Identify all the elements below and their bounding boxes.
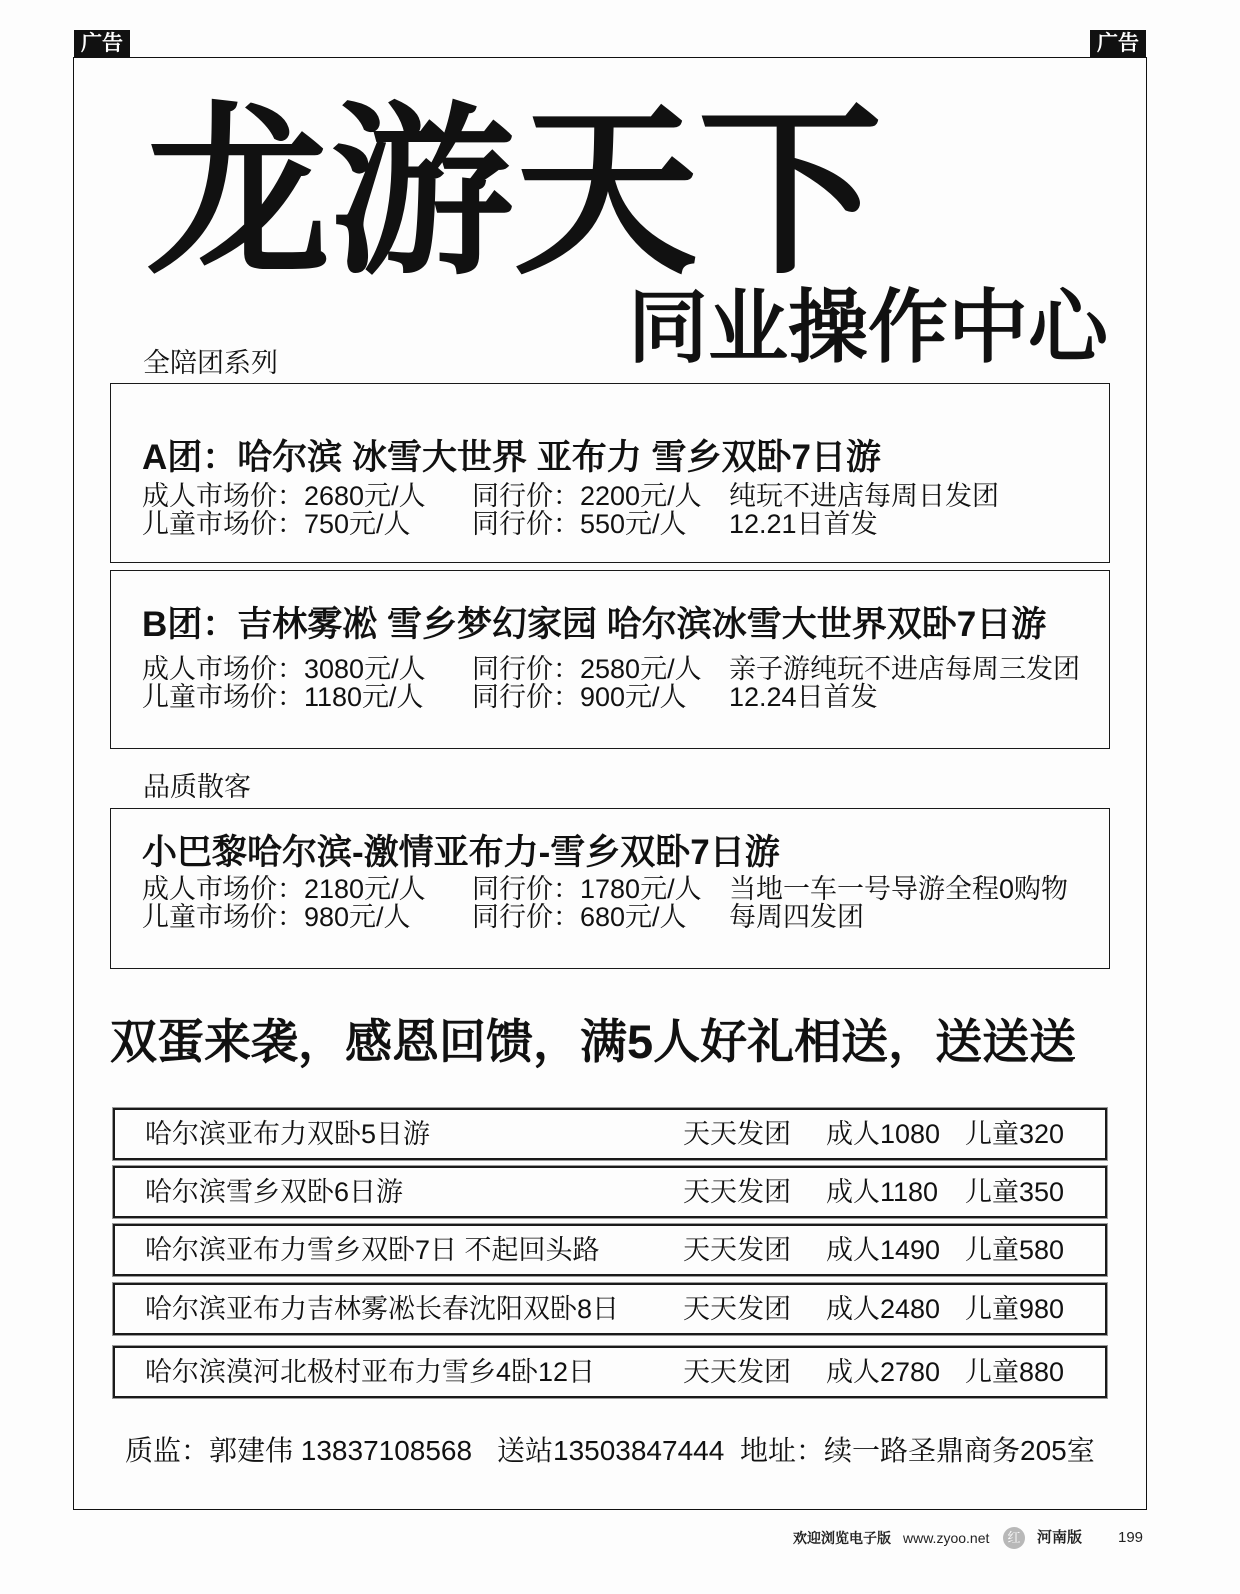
child-price-line	[111, 683, 1109, 711]
promo-route-row	[113, 1283, 1107, 1335]
adult-peer-price: 同行价：2580元/人	[472, 654, 702, 684]
tour-title: B团：吉林雾凇 雪乡梦幻家园 哈尔滨冰雪大世界双卧7日游	[142, 605, 1047, 644]
route-name: 哈尔滨亚布力双卧5日游	[145, 1119, 431, 1149]
promo-route-row	[113, 1108, 1107, 1160]
footer-edition: 河南版	[1037, 1529, 1083, 1546]
adult-peer-price: 同行价：1780元/人	[472, 874, 702, 904]
route-child-price: 儿童320	[965, 1119, 1065, 1149]
page-footer	[0, 1526, 1240, 1550]
route-child-price: 儿童580	[965, 1235, 1065, 1265]
adult-price-line	[111, 655, 1109, 683]
tour-title: 小巴黎哈尔滨-激情亚布力-雪乡双卧7日游	[142, 833, 780, 872]
promo-headline: 双蛋来袭，感恩回馈，满5人好礼相送，送送送	[110, 1015, 1077, 1068]
promo-route-row	[113, 1166, 1107, 1218]
station-delivery-contact: 送站13503847444	[497, 1435, 725, 1466]
ad-tag-left: 广告	[74, 30, 130, 57]
route-child-price: 儿童350	[965, 1177, 1065, 1207]
child-peer-price: 同行价：680元/人	[472, 902, 687, 932]
contact-info	[0, 1434, 1240, 1468]
adult-note: 当地一车一号导游全程0购物	[729, 874, 1069, 904]
route-schedule: 天天发团	[683, 1119, 791, 1149]
adult-price-line	[111, 875, 1109, 903]
route-adult-price: 成人1080	[826, 1119, 941, 1149]
route-schedule: 天天发团	[683, 1177, 791, 1207]
route-name: 哈尔滨雪乡双卧6日游	[145, 1177, 404, 1207]
adult-market-price: 成人市场价：2680元/人	[142, 481, 426, 511]
promo-route-row	[113, 1346, 1107, 1398]
promo-route-row	[113, 1224, 1107, 1276]
tour-card-a	[110, 383, 1110, 563]
route-child-price: 儿童880	[965, 1357, 1065, 1387]
route-schedule: 天天发团	[683, 1294, 791, 1324]
tour-card-b	[110, 570, 1110, 749]
publisher-logo-icon: 红	[1003, 1527, 1025, 1549]
quality-supervisor-contact: 质监：郭建伟 13837108568	[125, 1435, 473, 1466]
route-schedule: 天天发团	[683, 1235, 791, 1265]
brand-subtitle: 同业操作中心	[628, 283, 1108, 372]
child-note: 每周四发团	[729, 902, 864, 932]
adult-market-price: 成人市场价：3080元/人	[142, 654, 426, 684]
section-label-escorted-series: 全陪团系列	[143, 348, 278, 378]
child-market-price: 儿童市场价：750元/人	[142, 509, 411, 539]
adult-note: 纯玩不进店每周日发团	[729, 481, 999, 511]
child-peer-price: 同行价：550元/人	[472, 509, 687, 539]
footer-welcome-text: 欢迎浏览电子版	[793, 1530, 891, 1546]
child-market-price: 儿童市场价：1180元/人	[142, 682, 424, 712]
tour-card-quality	[110, 808, 1110, 969]
adult-peer-price: 同行价：2200元/人	[472, 481, 702, 511]
route-name: 哈尔滨亚布力雪乡双卧7日 不起回头路	[145, 1235, 600, 1265]
child-price-line	[111, 510, 1109, 538]
brand-title: 龙游天下	[146, 89, 883, 295]
child-note: 12.24日首发	[729, 682, 878, 712]
route-name: 哈尔滨亚布力吉林雾凇长春沈阳双卧8日	[145, 1294, 620, 1324]
office-address: 地址：续一路圣鼎商务205室	[740, 1435, 1095, 1466]
route-adult-price: 成人2480	[826, 1294, 941, 1324]
route-schedule: 天天发团	[683, 1357, 791, 1387]
ad-tag-right: 广告	[1090, 30, 1146, 57]
section-label-quality-series: 品质散客	[143, 772, 251, 802]
child-price-line	[111, 903, 1109, 931]
route-adult-price: 成人1490	[826, 1235, 941, 1265]
adult-market-price: 成人市场价：2180元/人	[142, 874, 426, 904]
route-name: 哈尔滨漠河北极村亚布力雪乡4卧12日	[145, 1357, 596, 1387]
route-child-price: 儿童980	[965, 1294, 1065, 1324]
adult-price-line	[111, 482, 1109, 510]
child-peer-price: 同行价：900元/人	[472, 682, 687, 712]
route-adult-price: 成人1180	[826, 1177, 939, 1207]
tour-title: A团：哈尔滨 冰雪大世界 亚布力 雪乡双卧7日游	[142, 438, 881, 477]
footer-website: www.zyoo.net	[903, 1530, 990, 1546]
route-adult-price: 成人2780	[826, 1357, 941, 1387]
child-note: 12.21日首发	[729, 509, 878, 539]
adult-note: 亲子游纯玩不进店每周三发团	[729, 654, 1080, 684]
page-number: 199	[1118, 1529, 1144, 1546]
child-market-price: 儿童市场价：980元/人	[142, 902, 411, 932]
